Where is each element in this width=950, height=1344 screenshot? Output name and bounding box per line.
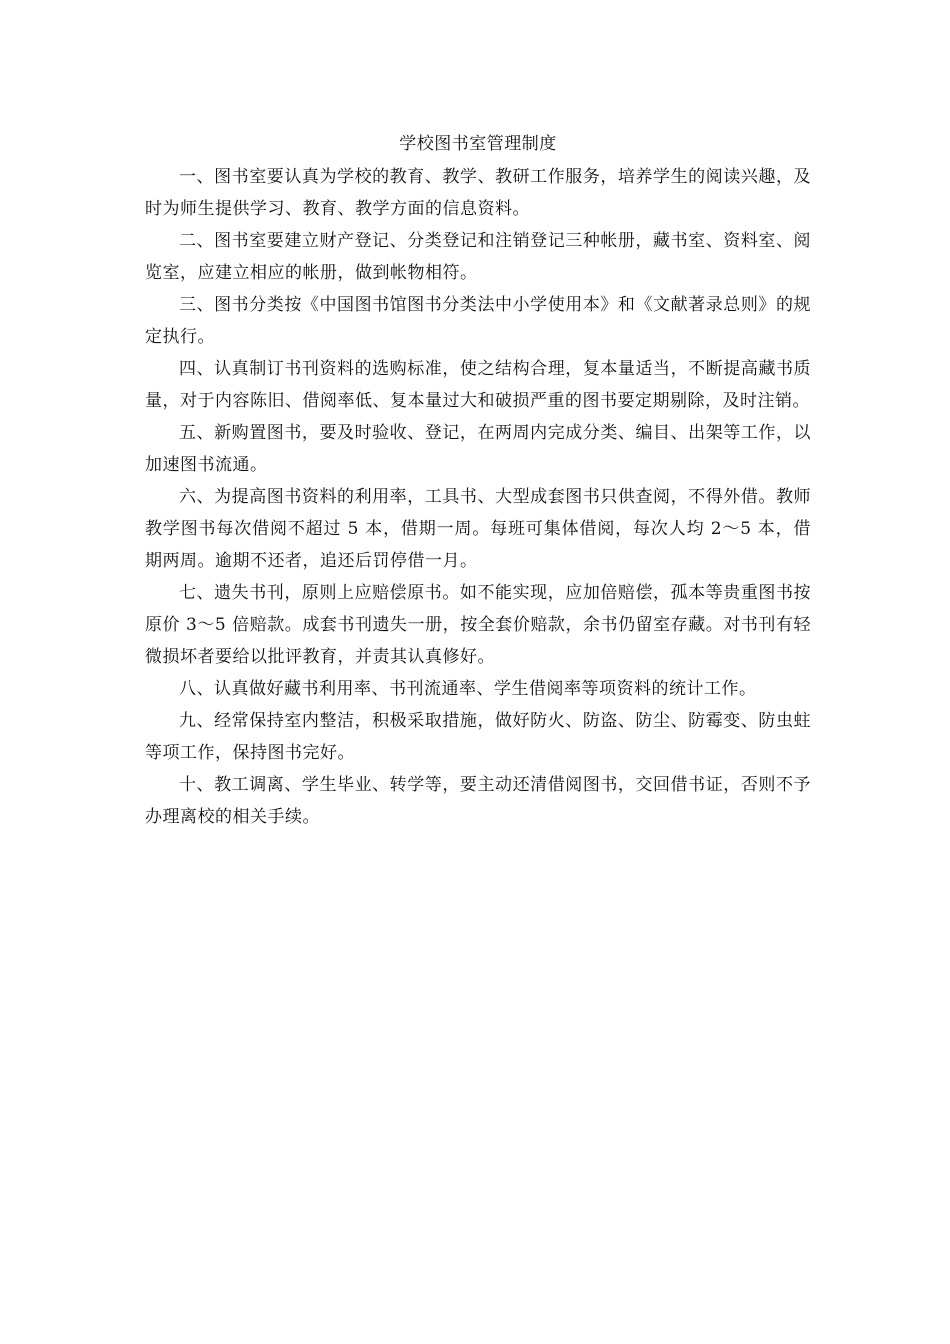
rule-paragraph-7: 七、遗失书刊，原则上应赔偿原书。如不能实现，应加倍赔偿，孤本等贵重图书按原价 3～5 倍赔款。成套书刊遗失一册，按全套价赔款，余书仍留室存藏。对书刊有轻微损坏者要给以批评教育，并责其认真修好。: [145, 583, 811, 667]
rule-paragraph-9: 九、经常保持室内整洁，积极采取措施，做好防火、防盗、防尘、防霉变、防虫蛀等项工作，保持图书完好。: [145, 711, 811, 763]
document-body: [145, 131, 811, 833]
rule-paragraph-8: 八、认真做好藏书利用率、书刊流通率、学生借阅率等项资料的统计工作。: [179, 679, 757, 699]
rule-paragraph-10: 十、教工调离、学生毕业、转学等，要主动还清借阅图书，交回借书证，否则不予办理离校的相关手续。: [145, 775, 811, 827]
document-title: 学校图书室管理制度: [399, 134, 557, 154]
rule-paragraph-1: 一、图书室要认真为学校的教育、教学、教研工作服务，培养学生的阅读兴趣，及时为师生提供学习、教育、教学方面的信息资料。: [145, 167, 811, 219]
rule-paragraph-4: 四、认真制订书刊资料的选购标准，使之结构合理，复本量适当，不断提高藏书质量，对于内容陈旧、借阅率低、复本量过大和破损严重的图书要定期剔除，及时注销。: [145, 359, 811, 411]
rule-paragraph-3: 三、图书分类按《中国图书馆图书分类法中小学使用本》和《文献著录总则》的规定执行。: [145, 295, 811, 347]
rule-paragraph-2: 二、图书室要建立财产登记、分类登记和注销登记三种帐册，藏书室、资料室、阅览室，应建立相应的帐册，做到帐物相符。: [145, 231, 811, 283]
rule-paragraph-5: 五、新购置图书，要及时验收、登记，在两周内完成分类、编目、出架等工作，以加速图书流通。: [145, 423, 811, 475]
rule-paragraph-6: 六、为提高图书资料的利用率，工具书、大型成套图书只供查阅，不得外借。教师教学图书每次借阅不超过 5 本，借期一周。每班可集体借阅，每次人均 2～5 本，借期两周。逾期不还者，追还后罚停借一月。: [145, 487, 811, 571]
